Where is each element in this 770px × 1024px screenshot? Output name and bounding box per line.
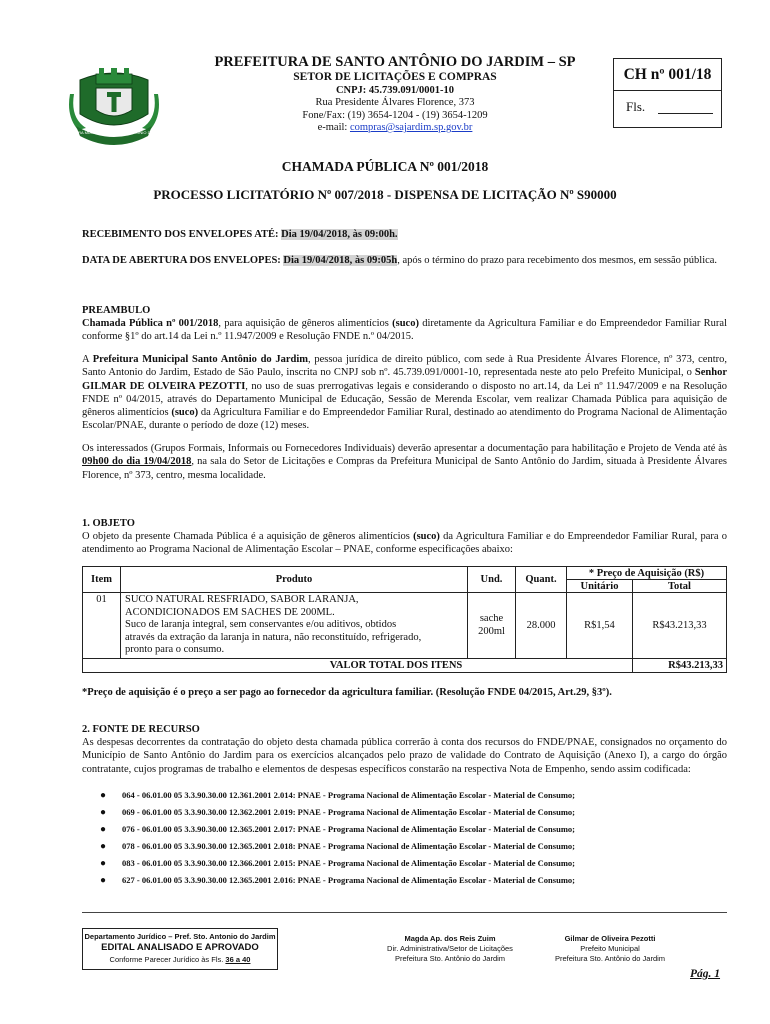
col-und: Und. [468, 567, 516, 593]
list-item [100, 807, 575, 818]
signature-block-2 [540, 934, 680, 964]
signer-name: Magda Ap. dos Reis Zuim [404, 934, 496, 943]
prefeitura-name: Prefeitura Municipal Santo Antônio do Jardim [92, 354, 309, 365]
list-item [100, 875, 575, 886]
items-table [82, 566, 727, 673]
ch-number: CH nº 001/18 [614, 59, 721, 91]
text: O objeto da presente Chamada Pública é a aquisição de gêneros alimentícios [82, 531, 414, 542]
header-title: PREFEITURA DE SANTO ANTÔNIO DO JARDIM – SP [214, 54, 576, 70]
bullet-icon: ● [100, 824, 107, 835]
signer-role: Dir. Administrativa/Setor de Licitações [387, 944, 513, 953]
dotacao-text: 076 - 06.01.00 05 3.3.90.30.00 12.365.2001 2.017: PNAE - Programa Nacional de Alimentação Escolar - Material de Consumo; [122, 824, 575, 834]
processo-title: PROCESSO LICITATÓRIO Nº 007/2018 - DISPENSA DE LICITAÇÃO Nº S90000 [153, 187, 617, 202]
total-label: VALOR TOTAL DOS ITENS [83, 658, 633, 672]
text: da Agricultura Familiar e do Empreendedor Familiar Rural, para o atendimento ao Programa Nacional de Alimentação Escolar – PNAE, conforme especificações abaixo: [82, 531, 727, 556]
abertura-rest: , após o término do prazo para recebimento dos mesmos, em sessão pública. [397, 255, 718, 266]
produto-line: Suco de laranja integral, sem conservantes e/ou aditivos, obtidos [125, 619, 397, 631]
col-produto: Produto [121, 567, 468, 593]
bullet-icon: ● [100, 790, 107, 801]
total-value: R$43.213,33 [633, 658, 727, 672]
text: , na sala do Setor de Licitações e Compras da Prefeitura Municipal de Santo Antônio do Jardim, situada à Presidente Álvares Florence, nº 373, centro, mesma localidade. [82, 456, 727, 481]
col-total: Total [633, 580, 727, 593]
produto-line: SUCO NATURAL RESFRIADO, SABOR LARANJA, [125, 594, 359, 605]
preambulo-paragraph-2 [82, 353, 727, 433]
list-item [100, 790, 575, 801]
email-label: e-mail: [317, 122, 350, 133]
suco-label: (suco) [171, 407, 199, 419]
cell-und [468, 593, 516, 659]
ch-box [613, 58, 722, 128]
text: , no uso de suas prerrogativas legais e considerando o disposto no art.14, da Lei nº 11.947/2009 e na Resolução FNDE nº 04/2015, através do Departamento Municipal de Educação, Sessão de Merenda Escolar, vem realizar Chamada Pública para aquisição de gêneros alimentícios [82, 380, 727, 419]
preco-nota: *Preço de aquisição é o preço a ser pago ao fornecedor da agricultura familiar. (Resolução FNDE 04/2015, Art.29, §3º). [82, 687, 612, 698]
page-number: Pág. 1 [690, 968, 721, 980]
header-address: Rua Presidente Álvares Florence, 373 [315, 97, 475, 108]
und-line: sache [479, 613, 504, 625]
table-row [83, 593, 727, 659]
header-subtitle: SETOR DE LICITAÇÕES E COMPRAS [293, 71, 497, 83]
header-cnpj: CNPJ: 45.739.091/0001-10 [335, 85, 455, 96]
bullet-icon: ● [100, 807, 107, 818]
abertura-label: DATA DE ABERTURA DOS ENVELOPES: [82, 255, 284, 266]
signature-block-1 [380, 934, 520, 964]
fls-blank-line [658, 113, 713, 114]
dotacao-text: 627 - 06.01.00 05 3.3.90.30.00 12.365.2001 2.016: PNAE - Programa Nacional de Alimentação Escolar - Material de Consumo; [122, 875, 575, 885]
stamp-line-1: Departamento Jurídico – Pref. Sto. Antonio do Jardim [84, 932, 276, 941]
fonte-heading: 2. FONTE DE RECURSO [82, 724, 200, 735]
bullet-icon: ● [100, 858, 107, 869]
recebimento-label: RECEBIMENTO DOS ENVELOPES ATÉ: [82, 229, 282, 240]
col-item: Item [83, 567, 121, 593]
objeto-heading: 1. OBJETO [82, 518, 135, 529]
abertura-value: Dia 19/04/2018, às 09:05h [283, 255, 398, 266]
text: Os interessados (Grupos Formais, Informais ou Fornecedores Individuais) deverão apresentar a documentação para habilitação e Projeto de Venda até às [82, 443, 727, 454]
cell-produto [121, 593, 468, 659]
text: , para aquisição de gêneros alimentícios [218, 318, 393, 329]
signer-name: Gilmar de Oliveira Pezotti [564, 934, 656, 943]
stamp-line-2: EDITAL ANALISADO E APROVADO [101, 942, 259, 953]
email-link[interactable]: compras@sajardim.sp.gov.br [349, 122, 473, 133]
preambulo-paragraph-1 [82, 317, 727, 344]
signer-org: Prefeitura Sto. Antônio do Jardim [394, 954, 506, 963]
bullet-icon: ● [100, 875, 107, 886]
footer-divider [82, 912, 727, 913]
col-preco: * Preço de Aquisição (R$) [567, 567, 727, 580]
suco-label: (suco) [413, 531, 440, 542]
fls-range: 36 a 40 [225, 955, 251, 964]
und-line: 200ml [478, 626, 505, 638]
signer-role: Prefeito Municipal [580, 944, 640, 953]
list-item [100, 841, 575, 852]
produto-line: ACONDICIONADOS EM SACHES DE 200ML. [125, 606, 335, 618]
dotacao-text: 064 - 06.01.00 05 3.3.90.30.00 12.361.2001 2.014: PNAE - Programa Nacional de Alimentação Escolar - Material de Consumo; [122, 790, 575, 800]
fls-label: Fls. [626, 99, 646, 114]
dotacao-text: 078 - 06.01.00 05 3.3.90.30.00 12.365.2001 2.018: PNAE - Programa Nacional de Alimentação Escolar - Material de Consumo; [122, 841, 575, 851]
bullet-icon: ● [100, 841, 107, 852]
preambulo-paragraph-3 [82, 442, 727, 482]
cell-quant: 28.000 [516, 593, 567, 659]
text: diretamente da Agricultura Familiar e do Empreendedor Familiar Rural conforme §1º do art.14 da Lei n.º 11.947/2009 e Resolução FNDE n.º 04/2015. [82, 318, 727, 343]
produto-line: através da extração da laranja in natura, não reconstituído, refrigerado, [125, 631, 422, 643]
abertura-paragraph [82, 254, 727, 267]
dotacao-text: 083 - 06.01.00 05 3.3.90.30.00 12.366.2001 2.015: PNAE - Programa Nacional de Alimentação Escolar - Material de Consumo; [122, 858, 575, 868]
deadline-date: 09h00 do dia 19/04/2018 [82, 456, 192, 468]
preambulo-heading: PREAMBULO [82, 305, 151, 316]
chamada-title: CHAMADA PÚBLICA Nº 001/2018 [281, 159, 489, 174]
recebimento-line [82, 228, 727, 241]
col-quant: Quant. [516, 567, 567, 593]
stamp-line-3 [83, 955, 277, 964]
suco-label: (suco) [392, 318, 419, 329]
fonte-paragraph: As despesas decorrentes da contratação do objeto desta chamada pública correrão à conta dos recursos do FNDE/PNAE, consignados no orçamento do Município de Santo Antônio do Jardim para os exercícios alcançados pelo prazo de validade do Contrato de Aquisição (Anexo I), a cargo do órgão contratante, cujos programas de trabalho e elementos de despesas específicos constarão na respectiva Nota de Empenho, sendo assim codificada: [82, 737, 727, 775]
cell-total: R$43.213,33 [633, 593, 727, 659]
municipal-seal-logo [58, 64, 170, 146]
chamada-ref: Chamada Pública nº 001/2018 [82, 318, 219, 329]
list-item [100, 824, 575, 835]
produto-line: pronto para o consumo. [125, 644, 225, 656]
cell-item: 01 [83, 593, 121, 659]
header-email-line [180, 122, 610, 133]
juridico-stamp [82, 928, 278, 970]
text: A [82, 354, 93, 365]
objeto-paragraph [82, 530, 727, 557]
cell-unitario: R$1,54 [567, 593, 633, 659]
signer-org: Prefeitura Sto. Antônio do Jardim [554, 954, 666, 963]
prefeito-name: Senhor GILMAR DE OLVEIRA PEZOTTI [82, 367, 727, 392]
list-item [100, 858, 575, 869]
header-phone: Fone/Fax: (19) 3654-1204 - (19) 3654-1209 [302, 110, 488, 121]
svg-text:PREFEITURA MUNICIPAL DE SANTO: PREFEITURA MUNICIPAL DE SANTO ANTÔNIO DO JARDIM [58, 130, 170, 135]
text: Conforme Parecer Jurídico às Fls. [109, 955, 226, 964]
recebimento-value: Dia 19/04/2018, às 09:00h. [281, 229, 398, 240]
text: , pessoa jurídica de direito público, com sede à Rua Presidente Álvares Florence, nº 373, centro, Santo Antonio do Jardim, Estado de São Paulo, inscrita no CNPJ sob nº. 45.739.091/0001-10, representada neste ato pelo Prefeito Municipal, o [82, 354, 728, 379]
col-unitario: Unitário [567, 580, 633, 593]
dotacao-text: 069 - 06.01.00 05 3.3.90.30.00 12.362.2001 2.019: PNAE - Programa Nacional de Alimentação Escolar - Material de Consumo; [122, 807, 575, 817]
text: da Agricultura Familiar e do Empreendedor Familiar Rural, destinado ao atendimento do Programa Nacional de Alimentação Escolar/PNAE, durante o período de doze (12) meses. [82, 407, 727, 432]
total-row [83, 658, 727, 672]
